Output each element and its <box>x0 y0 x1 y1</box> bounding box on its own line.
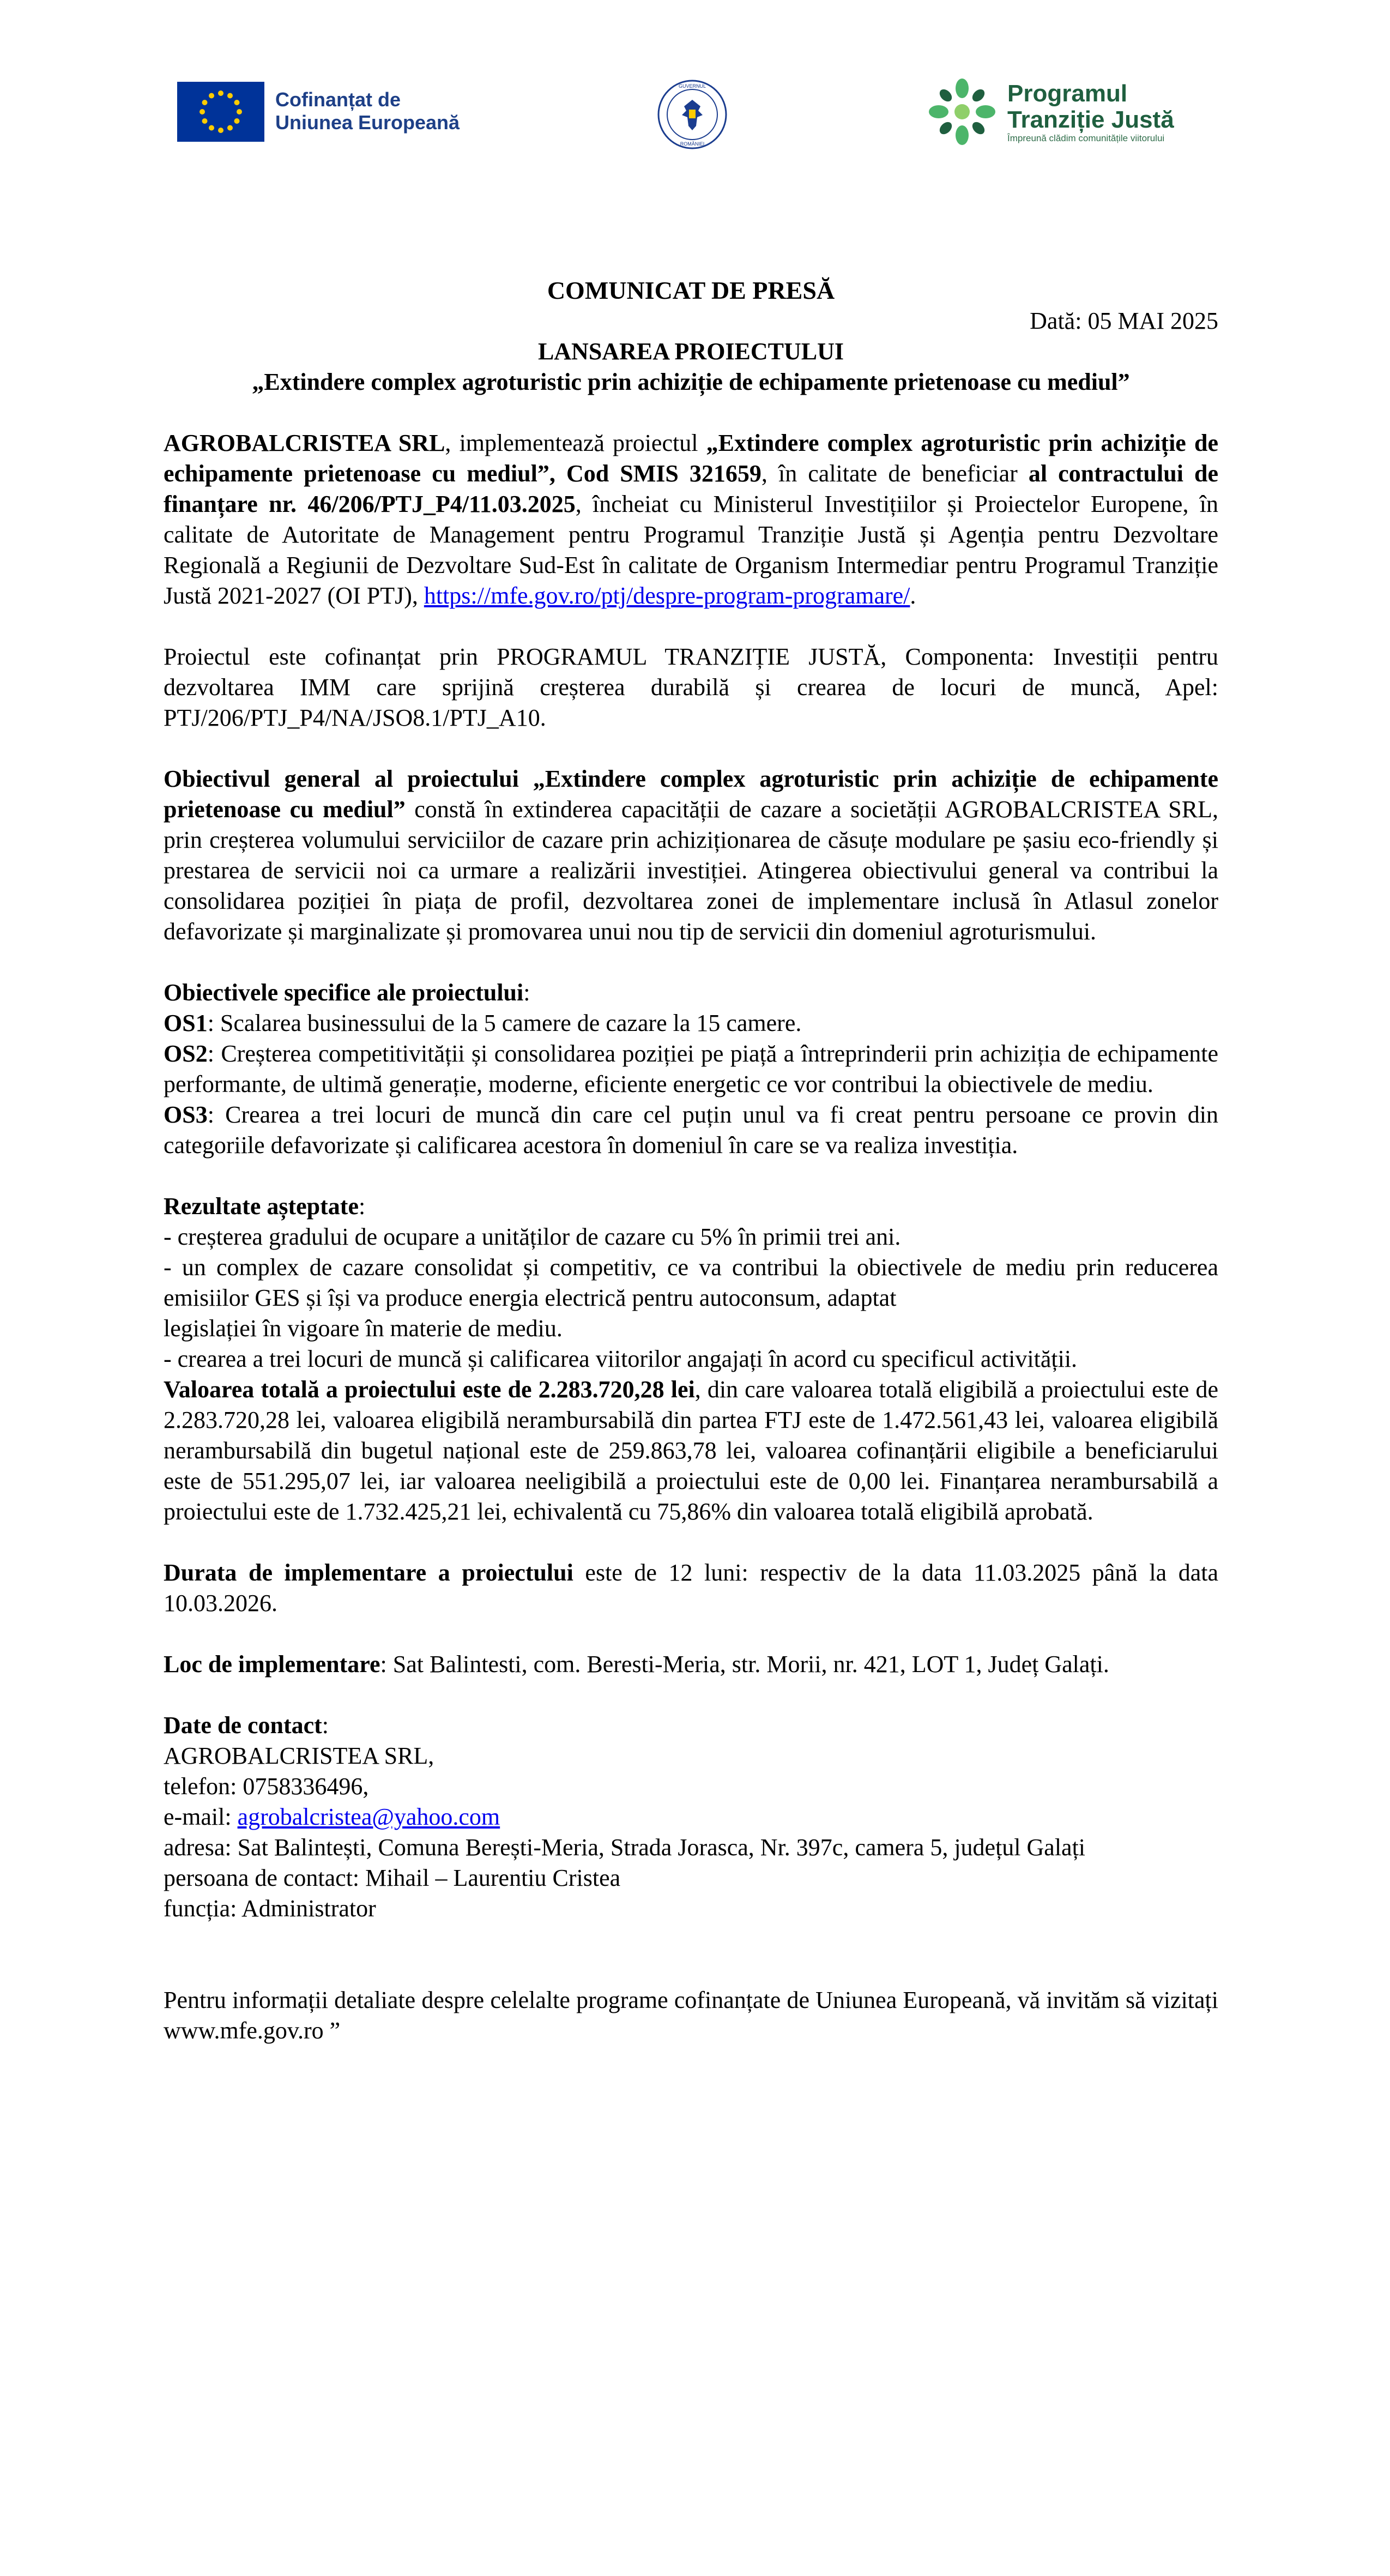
objective-text: : Scalarea businessului de la 5 camere de cazare la 15 camere. <box>207 1010 802 1036</box>
intro-text: , în calitate de beneficiar <box>761 460 1029 487</box>
heading-colon: : <box>322 1712 329 1739</box>
ptj-program-logo <box>927 76 1232 153</box>
romanian-government-seal-icon <box>657 79 728 150</box>
total-value-label: Valoarea totală a proiectului este de 2.283.720,28 lei <box>164 1376 695 1403</box>
result-item: legislației în vigoare în materie de mediu. <box>164 1315 563 1342</box>
duration-text: este de 12 luni: respectiv de la data 11.03.2025 până la data 10.03.2026. <box>164 1559 1218 1616</box>
duration-label: Durata de implementare a proiectului <box>164 1559 573 1586</box>
objective-item <box>164 1100 1218 1161</box>
location-paragraph <box>164 1649 1218 1680</box>
result-item: - un complex de cazare consolidat și competitiv, ce va contribui la obiectivele de mediu prin reducerea emisiilor GES și își va produce energia electrică pentru autoconsum, adaptat <box>164 1254 1218 1311</box>
specific-objectives-heading <box>164 978 1218 1008</box>
contact-role: funcția: Administrator <box>164 1895 376 1922</box>
location-label: Loc de implementare <box>164 1651 380 1678</box>
email-link[interactable]: agrobalcristea@yahoo.com <box>237 1803 500 1830</box>
objective-label: OS1 <box>164 1010 208 1036</box>
contact-address: adresa: Sat Balintești, Comuna Berești-Meria, Strada Jorasca, Nr. 397c, camera 5, județul Galați <box>164 1834 1086 1861</box>
project-launch-heading: LANSAREA PROIECTULUI <box>537 338 844 365</box>
program-link[interactable]: https://mfe.gov.ro/ptj/despre-program-programare/ <box>424 582 910 609</box>
contact-company: AGROBALCRISTEA SRL, <box>164 1742 434 1769</box>
location-text: : Sat Balintesti, com. Beresti-Meria, str. Morii, nr. 421, LOT 1, Județ Galați. <box>380 1651 1109 1678</box>
ptj-flower-icon <box>927 76 998 147</box>
result-item: - crearea a trei locuri de muncă și calificarea viitorilor angajați în acord cu specificul activității. <box>164 1346 1078 1372</box>
eu-logo-line: Cofinanțat de <box>275 88 401 111</box>
seal-bottom-text: ROMÂNIEI <box>680 141 705 147</box>
ptj-logo-name <box>1007 81 1236 133</box>
heading-colon: : <box>523 979 530 1006</box>
intro-text: . <box>910 582 916 609</box>
objective-text: : Creșterea competitivității și consolidarea poziției pe piață a întreprinderii prin achiziția de echipamente performante, de ultimă generație, moderne, eficiente energetic ce vor contribui la obiectivele de mediu. <box>164 1040 1218 1097</box>
duration-paragraph <box>164 1558 1218 1619</box>
objective-item <box>164 1008 1218 1039</box>
press-release-body <box>164 275 1218 2046</box>
eu-cofinancing-logo <box>177 82 461 142</box>
project-value-paragraph <box>164 1374 1218 1527</box>
result-item: - creșterea gradului de ocupare a unităților de cazare cu 5% în primii trei ani. <box>164 1223 901 1250</box>
project-title: „Extindere complex agroturistic prin achiziție de echipamente prietenoase cu mediul”, Cod SMIS 321659 <box>164 430 1218 487</box>
release-date: Dată: 05 MAI 2025 <box>1030 307 1218 334</box>
eu-flag-icon <box>177 82 264 142</box>
document-title: COMUNICAT DE PRESĂ <box>547 276 835 304</box>
contact-heading <box>164 1710 1218 1741</box>
contact-person: persoana de contact: Mihail – Laurentiu Cristea <box>164 1865 621 1891</box>
email-label: e-mail: <box>164 1803 238 1830</box>
eu-logo-text <box>275 88 472 134</box>
funding-paragraph: Proiectul este cofinanțat prin PROGRAMUL TRANZIȚIE JUSTĂ, Componenta: Investiții pentru dezvoltarea IMM care sprijină creșterea durabilă și crearea de locuri de muncă, Apel: PTJ/206/PTJ_P4/NA/JSO8.1/PTJ_A10. <box>164 643 1218 731</box>
general-objective-label: Obiectivul general al proiectului „Extindere complex agroturistic prin achiziție de echipamente prietenoase cu mediul” <box>164 765 1218 823</box>
heading-label: Date de contact <box>164 1712 322 1739</box>
objective-label: OS2 <box>164 1040 208 1067</box>
contact-email-line <box>164 1802 1218 1832</box>
contact-phone: telefon: 0758336496, <box>164 1773 369 1800</box>
seal-top-text: GUVERNUL <box>678 83 706 89</box>
heading-label: Obiectivele specifice ale proiectului <box>164 979 524 1006</box>
objective-text: : Crearea a trei locuri de muncă din care cel puțin unul va fi creat pentru persoane ce provin din categoriile defavorizate și calificarea acestora în domeniul în care se va realiza investiția. <box>164 1101 1218 1159</box>
project-name-heading: „Extindere complex agroturistic prin achiziție de echipamente prietenoase cu mediul” <box>252 369 1130 395</box>
heading-colon: : <box>358 1193 366 1220</box>
eu-logo-line: Uniunea Europeană <box>275 111 460 134</box>
company-name: AGROBALCRISTEA SRL <box>164 430 445 456</box>
ptj-slogan: Împreună clădim comunitățile viitorului <box>1007 133 1165 143</box>
ptj-logo-line: Programul <box>1007 80 1128 107</box>
objective-item <box>164 1039 1218 1100</box>
page-header <box>0 0 1390 164</box>
general-objective-paragraph <box>164 764 1218 947</box>
intro-text: , încheiat cu Ministerul Investițiilor și Proiectelor Europene, în calitate de Autoritate de Management pentru Programul Tranziție Justă și Agenția pentru Dezvoltare Regională a Regiunii de Dezvoltare Sud-Est în calitate de Organism Intermediar pentru Programul Tranziție Justă 2021-2027 (OI PTJ), <box>164 491 1219 609</box>
value-details: , din care valoarea totală eligibilă a proiectului este de 2.283.720,28 lei, valoarea eligibilă nerambursabilă din partea FTJ este de 1.472.561,43 lei, valoarea eligibilă nerambursabilă din bugetul național este de 259.863,78 lei, valoarea cofinanțării eligibile a beneficiarului este de 551.295,07 lei, iar valoarea neeligibilă a proiectului este de 0,00 lei. Finanțarea nerambursabilă a proiectului este de 1.732.425,21 lei, echivalentă cu 75,86% din valoarea totală eligibilă aprobată. <box>164 1376 1218 1525</box>
ptj-logo-line: Tranziție Justă <box>1007 106 1174 133</box>
general-objective-text: constă în extinderea capacității de cazare a societății AGROBALCRISTEA SRL, prin creșterea volumului serviciilor de cazare prin achiziționarea de căsuțe modulare pe șasiu eco-friendly și prestarea de servicii noi ca urmare a realizării investiției. Atingerea obiectivului general va contribui la consolidarea poziției în piața de profil, dezvoltarea zonei de implementare inclusă în Atlasul zonelor defavorizate și marginalizate și promovarea unui nou tip de servicii din domeniul agroturismului. <box>164 796 1218 945</box>
objective-label: OS3 <box>164 1101 208 1128</box>
expected-results-heading <box>164 1191 1218 1222</box>
intro-paragraph <box>164 428 1218 611</box>
closing-paragraph: Pentru informații detaliate despre celelalte programe cofinanțate de Uniunea Europeană, vă invităm să vizitați www.mfe.gov.ro ” <box>164 1987 1218 2044</box>
intro-text: , implementează proiectul <box>445 430 706 456</box>
contract-reference: al contractului de finanțare nr. 46/206/PTJ_P4/11.03.2025 <box>164 460 1218 517</box>
heading-label: Rezultate așteptate <box>164 1193 359 1220</box>
